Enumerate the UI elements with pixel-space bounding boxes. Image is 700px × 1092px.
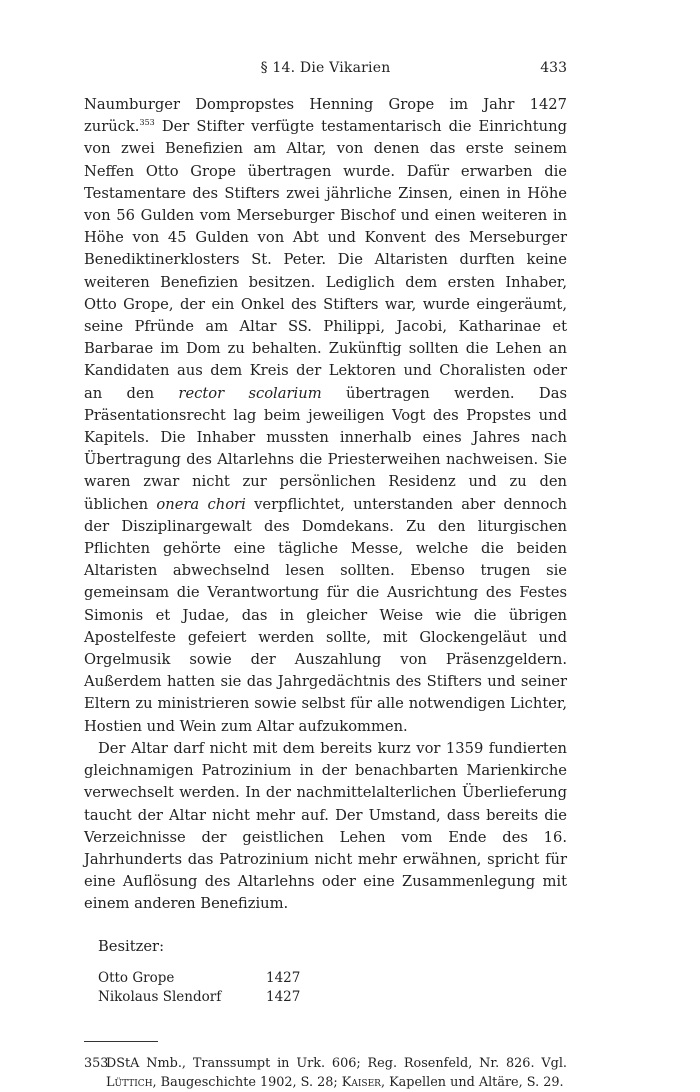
author-name: Lüttich xyxy=(106,1074,153,1090)
text-run: übertragen werden. Das Präsentationsrecht lag beim jeweiligen Vogt des Propstes und Kapitels. Die Inhaber mussten innerhalb eines Jahres nach Übertragung des Altarlehns die Priesterweihen nachweisen. Sie waren zwar nicht zur persönlichen Residenz und zu den üblichen xyxy=(84,384,567,513)
owner-year: 1427 xyxy=(266,969,301,986)
paragraph xyxy=(84,94,567,738)
page-number: 433 xyxy=(540,60,567,76)
footnote-ref[interactable]: 353 xyxy=(139,118,155,128)
owner-row xyxy=(98,988,567,1007)
text-run: Der Stifter verfügte testamentarisch die Einrichtung von zwei Benefizien am Altar, von denen das erste seinem Neffen Otto Grope übertragen wurde. Dafür erwarben die Testamentare des Stifters zwei jährliche Zinsen, einen in Höhe von 56 Gulden vom Merseburger Bischof und einen weiteren in Höhe von 45 Gulden von Abt und Konvent des Merseburger Benediktinerklosters St. Peter. Die Altaristen durften keine weiteren Benefizien besitzen. Lediglich dem ersten Inhaber, Otto Grope, der ein Onkel des Stifters war, wurde eingeräumt, seine Pfründe am Altar SS. Philippi, Jacobi, Katharinae et Barbarae im Dom zu behalten. Zukünftig sollten die Lehen an Kandidaten aus dem Kreis der Lektoren und Choralisten oder an den xyxy=(84,118,567,402)
latin-term: onera chori xyxy=(156,495,246,513)
owner-row xyxy=(98,969,567,988)
section-title: § 14. Die Vikarien xyxy=(260,60,391,76)
text-run: Naumburger Dompropstes Henning Grope im Jahr 1427 zurück. xyxy=(84,96,567,136)
owner-name: Nikolaus Slendorf xyxy=(98,988,222,1005)
footnote xyxy=(84,1054,567,1092)
owners-heading: Besitzer: xyxy=(98,937,165,955)
footnote-number: 353 xyxy=(84,1055,109,1071)
page xyxy=(84,56,567,1092)
text-run: verpflichtet, unterstanden aber dennoch der Disziplinargewalt des Domdekans. Zu den liturgischen Pflichten gehörte eine tägliche Messe, welche die beiden Altaristen abwechselnd lesen sollten. Ebenso trugen sie gemeinsam die Verantwortung für die Ausrichtung des Festes Simonis et Judae, das in gleicher Weise wie die übrigen Apostelfeste gefeiert werden sollte, mit Glockengeläut und Orgelmusik sowie der Auszahlung von Präsenzgeldern. Außerdem hatten sie das Jahrgedächtnis des Stifters und seiner Eltern zu ministrieren sowie selbst für alle notwendigen Lichter, Hostien und Wein zum Altar aufzukommen. xyxy=(84,495,568,735)
owner-name: Otto Grope xyxy=(98,969,175,986)
owner-year: 1427 xyxy=(266,988,301,1005)
text-run: DStA Nmb., Transsumpt in Urk. 606; Reg. Rosenfeld, Nr. 826. Vgl. xyxy=(106,1055,567,1071)
author-name: Kaiser xyxy=(341,1074,381,1090)
footnote-text xyxy=(106,1054,567,1092)
text-run: , Baugeschichte 1902, S. 28; xyxy=(152,1074,342,1090)
footnote-divider xyxy=(84,1041,158,1042)
text-run: , Kapellen und Altäre, S. 29. xyxy=(380,1074,564,1090)
running-head xyxy=(84,56,567,80)
paragraph: Der Altar darf nicht mit dem bereits kurz vor 1359 fundierten gleichnamigen Patrozinium in der benachbarten Marienkirche verwechselt werden. In der nachmittelalterlichen Überlieferung taucht der Altar nicht mehr auf. Der Umstand, dass bereits die Verzeichnisse der geistlichen Lehen vom Ende des 16. Jahrhunderts das Patrozinium nicht mehr erwähnen, spricht für eine Auflösung des Altarlehns oder eine Zusammenlegung mit einem anderen Benefizium. xyxy=(84,739,567,913)
owners-list xyxy=(98,938,567,1007)
latin-term: rector scolarium xyxy=(178,384,322,402)
body-text xyxy=(84,94,567,916)
